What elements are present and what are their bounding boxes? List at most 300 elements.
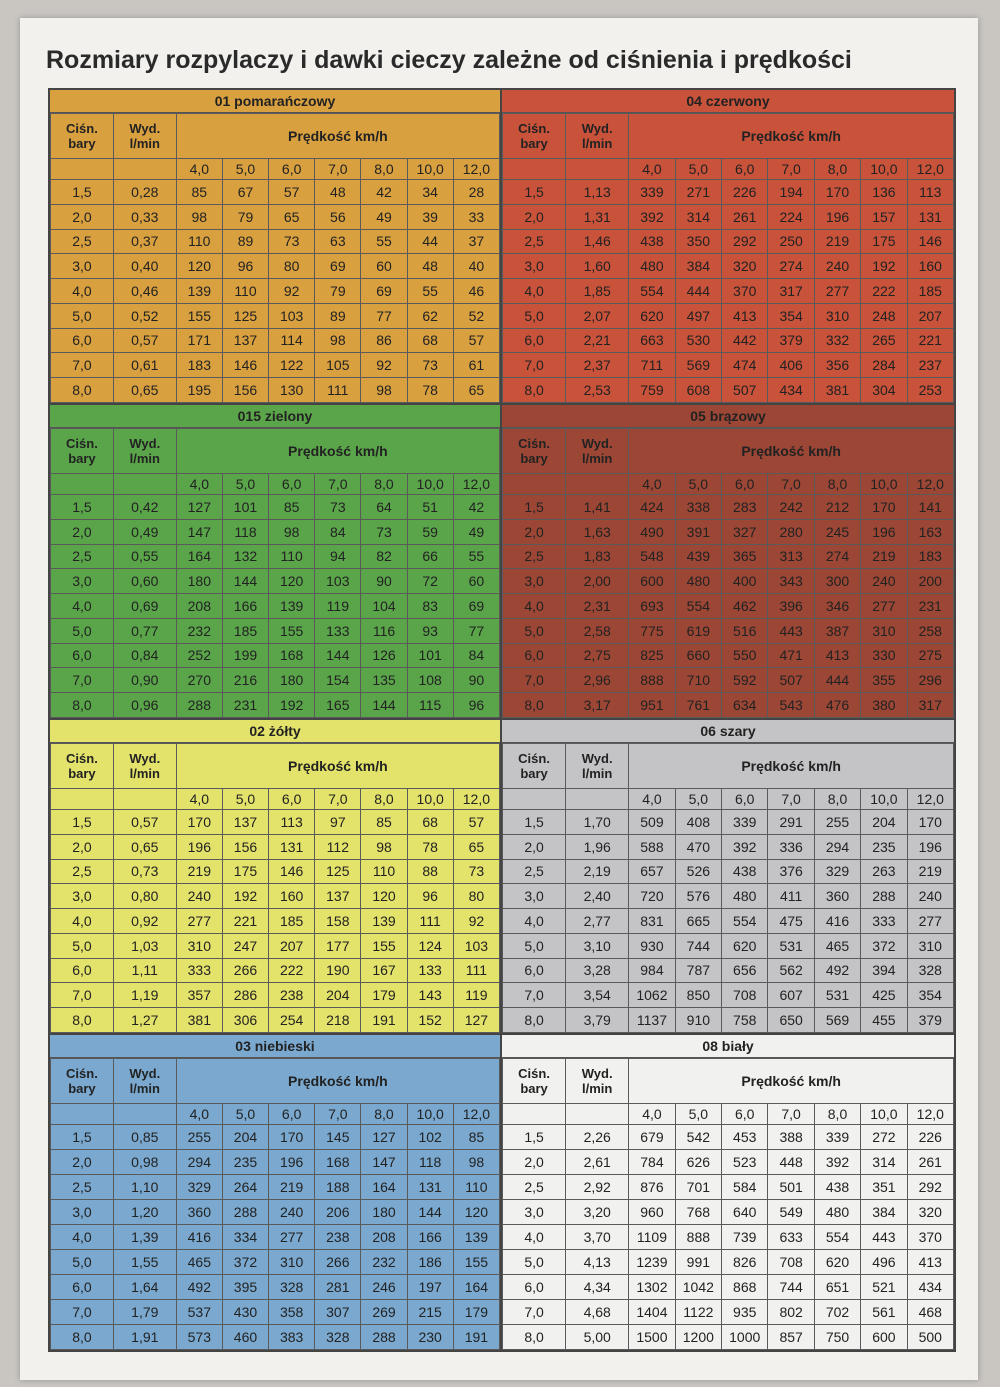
dose-cell: 439: [675, 544, 721, 569]
flow-cell: 1,03: [113, 933, 176, 958]
empty-cell: [51, 789, 114, 810]
dose-cell: 231: [222, 693, 268, 718]
dose-cell: 554: [722, 909, 768, 934]
nozzle-title: 015 zielony: [50, 405, 500, 428]
flow-cell: 0,42: [113, 495, 176, 520]
dose-cell: 118: [222, 519, 268, 544]
dose-cell: 370: [722, 279, 768, 304]
dose-cell: 85: [269, 495, 315, 520]
empty-cell: [503, 159, 566, 180]
pressure-cell: 4,0: [503, 279, 566, 304]
nozzle-table: [50, 428, 500, 718]
dose-cell: 372: [861, 933, 907, 958]
dose-cell: 240: [861, 569, 907, 594]
dose-cell: 360: [814, 884, 860, 909]
pressure-header: Ciśn. bary: [51, 744, 114, 789]
dose-cell: 139: [361, 909, 407, 934]
dose-cell: 156: [222, 834, 268, 859]
flow-cell: 0,69: [113, 594, 176, 619]
dose-cell: 657: [629, 859, 675, 884]
dose-cell: 442: [722, 328, 768, 353]
dose-cell: 320: [722, 254, 768, 279]
table-row: [503, 303, 954, 328]
dose-cell: 333: [861, 909, 907, 934]
dose-cell: 85: [453, 1125, 499, 1150]
empty-cell: [113, 474, 176, 495]
speed-value: 8,0: [361, 789, 407, 810]
speed-value: 5,0: [222, 1104, 268, 1125]
dose-cell: 165: [315, 693, 361, 718]
dose-cell: 434: [768, 378, 814, 403]
dose-cell: 42: [453, 495, 499, 520]
dose-cell: 802: [768, 1300, 814, 1325]
table-row: [51, 204, 500, 229]
dose-cell: 255: [814, 810, 860, 835]
nozzle-block-6: [502, 720, 954, 1035]
pressure-cell: 7,0: [503, 668, 566, 693]
dose-cell: 530: [675, 328, 721, 353]
flow-cell: 1,46: [566, 229, 629, 254]
dose-cell: 250: [768, 229, 814, 254]
dose-cell: 63: [315, 229, 361, 254]
dose-cell: 660: [675, 643, 721, 668]
dose-cell: 384: [861, 1200, 907, 1225]
speed-value: 7,0: [768, 474, 814, 495]
dose-cell: 787: [675, 958, 721, 983]
nozzle-title: 04 czerwony: [502, 90, 954, 113]
speed-value: 5,0: [675, 789, 721, 810]
dose-cell: 951: [629, 693, 675, 718]
dose-cell: 80: [453, 884, 499, 909]
pressure-cell: 2,0: [51, 1150, 114, 1175]
dose-cell: 392: [629, 204, 675, 229]
dose-cell: 274: [814, 544, 860, 569]
dose-cell: 526: [675, 859, 721, 884]
dose-cell: 92: [269, 279, 315, 304]
dose-cell: 135: [361, 668, 407, 693]
table-row: [51, 1325, 500, 1350]
speed-value: 12,0: [453, 1104, 499, 1125]
flow-cell: 1,96: [566, 834, 629, 859]
dose-cell: 108: [407, 668, 453, 693]
dose-cell: 56: [315, 204, 361, 229]
dose-cell: 166: [222, 594, 268, 619]
speed-value: 6,0: [269, 789, 315, 810]
paper-sheet: [20, 18, 978, 1380]
nozzle-title: 06 szary: [502, 720, 954, 743]
dose-cell: 453: [722, 1125, 768, 1150]
dose-cell: 284: [861, 353, 907, 378]
dose-cell: 548: [629, 544, 675, 569]
dose-cell: 277: [861, 594, 907, 619]
pressure-cell: 4,0: [503, 1225, 566, 1250]
dose-cell: 634: [722, 693, 768, 718]
dose-cell: 408: [675, 810, 721, 835]
dose-cell: 561: [861, 1300, 907, 1325]
table-row: [503, 544, 954, 569]
table-row: [503, 810, 954, 835]
dose-cell: 120: [269, 569, 315, 594]
flow-cell: 0,61: [113, 353, 176, 378]
dose-cell: 62: [407, 303, 453, 328]
dose-cell: 266: [315, 1250, 361, 1275]
flow-cell: 2,75: [566, 643, 629, 668]
dose-cell: 118: [407, 1150, 453, 1175]
dose-cell: 413: [814, 643, 860, 668]
flow-cell: 1,19: [113, 983, 176, 1008]
pressure-cell: 3,0: [503, 569, 566, 594]
dose-cell: 693: [629, 594, 675, 619]
dose-cell: 562: [768, 958, 814, 983]
dose-cell: 48: [315, 180, 361, 205]
dose-cell: 113: [269, 810, 315, 835]
dose-cell: 383: [269, 1325, 315, 1350]
dose-cell: 930: [629, 933, 675, 958]
dose-cell: 190: [315, 958, 361, 983]
dose-cell: 110: [269, 544, 315, 569]
pressure-cell: 4,0: [51, 594, 114, 619]
dose-cell: 139: [269, 594, 315, 619]
flow-cell: 1,41: [566, 495, 629, 520]
speed-value: 12,0: [453, 474, 499, 495]
dose-cell: 330: [861, 643, 907, 668]
dose-cell: 338: [675, 495, 721, 520]
dose-cell: 110: [361, 859, 407, 884]
speed-value: 6,0: [722, 474, 768, 495]
dose-cell: 258: [907, 618, 953, 643]
empty-cell: [566, 1104, 629, 1125]
speed-value: 4,0: [629, 789, 675, 810]
dose-cell: 82: [361, 544, 407, 569]
dose-cell: 388: [768, 1125, 814, 1150]
table-row: [503, 569, 954, 594]
dose-cell: 131: [269, 834, 315, 859]
dose-cell: 114: [269, 328, 315, 353]
table-row: [503, 1300, 954, 1325]
dose-cell: 160: [907, 254, 953, 279]
dose-cell: 179: [361, 983, 407, 1008]
pressure-cell: 4,0: [503, 909, 566, 934]
flow-cell: 2,53: [566, 378, 629, 403]
dose-cell: 314: [675, 204, 721, 229]
dose-cell: 158: [315, 909, 361, 934]
dose-cell: 384: [675, 254, 721, 279]
flow-cell: 3,70: [566, 1225, 629, 1250]
table-row: [503, 909, 954, 934]
dose-cell: 413: [722, 303, 768, 328]
pressure-cell: 8,0: [503, 378, 566, 403]
pressure-cell: 3,0: [503, 254, 566, 279]
flow-cell: 0,28: [113, 180, 176, 205]
pressure-cell: 7,0: [503, 983, 566, 1008]
dose-cell: 475: [768, 909, 814, 934]
dose-cell: 155: [453, 1250, 499, 1275]
dose-cell: 650: [768, 1008, 814, 1033]
speed-value: 8,0: [361, 1104, 407, 1125]
dose-cell: 65: [269, 204, 315, 229]
empty-cell: [566, 159, 629, 180]
dose-cell: 146: [907, 229, 953, 254]
dose-cell: 269: [361, 1300, 407, 1325]
table-row: [503, 1125, 954, 1150]
flow-cell: 1,85: [566, 279, 629, 304]
dose-cell: 120: [176, 254, 222, 279]
dose-cell: 60: [453, 569, 499, 594]
flow-cell: 1,70: [566, 810, 629, 835]
flow-cell: 0,57: [113, 810, 176, 835]
speed-value: 12,0: [453, 159, 499, 180]
table-row: [503, 353, 954, 378]
speed-value: 6,0: [269, 159, 315, 180]
dose-cell: 328: [907, 958, 953, 983]
dose-cell: 343: [768, 569, 814, 594]
dose-cell: 516: [722, 618, 768, 643]
flow-cell: 0,98: [113, 1150, 176, 1175]
dose-cell: 80: [269, 254, 315, 279]
flow-cell: 2,21: [566, 328, 629, 353]
nozzle-title: 05 brązowy: [502, 405, 954, 428]
dose-cell: 65: [453, 834, 499, 859]
dose-cell: 310: [907, 933, 953, 958]
table-row: [503, 204, 954, 229]
speed-header: Prędkość km/h: [176, 744, 499, 789]
speed-value: 6,0: [722, 159, 768, 180]
table-row: [503, 1275, 954, 1300]
dose-cell: 93: [407, 618, 453, 643]
table-row: [51, 933, 500, 958]
flow-cell: 1,20: [113, 1200, 176, 1225]
dose-cell: 272: [861, 1125, 907, 1150]
dose-cell: 294: [814, 834, 860, 859]
dose-cell: 141: [907, 495, 953, 520]
dose-cell: 831: [629, 909, 675, 934]
table-row: [51, 1125, 500, 1150]
dose-cell: 61: [453, 353, 499, 378]
speed-value: 5,0: [222, 159, 268, 180]
table-row: [51, 495, 500, 520]
dose-cell: 103: [269, 303, 315, 328]
dose-cell: 991: [675, 1250, 721, 1275]
dose-cell: 758: [722, 1008, 768, 1033]
table-row: [51, 328, 500, 353]
dose-cell: 264: [222, 1175, 268, 1200]
nozzle-block-1: [50, 90, 502, 405]
dose-cell: 126: [361, 643, 407, 668]
dose-cell: 576: [675, 884, 721, 909]
dose-cell: 584: [722, 1175, 768, 1200]
dose-cell: 294: [176, 1150, 222, 1175]
dose-cell: 69: [361, 279, 407, 304]
pressure-cell: 5,0: [51, 933, 114, 958]
dose-cell: 222: [269, 958, 315, 983]
dose-cell: 240: [814, 254, 860, 279]
table-row: [51, 229, 500, 254]
dose-cell: 42: [361, 180, 407, 205]
pressure-cell: 2,0: [51, 204, 114, 229]
dose-cell: 83: [407, 594, 453, 619]
flow-cell: 0,65: [113, 834, 176, 859]
dose-cell: 248: [861, 303, 907, 328]
flow-cell: 4,13: [566, 1250, 629, 1275]
speed-value: 4,0: [176, 159, 222, 180]
dose-cell: 438: [629, 229, 675, 254]
table-row: [51, 810, 500, 835]
dose-cell: 101: [407, 643, 453, 668]
dose-cell: 492: [176, 1275, 222, 1300]
dose-cell: 372: [222, 1250, 268, 1275]
dose-cell: 137: [222, 328, 268, 353]
speed-value: 7,0: [768, 159, 814, 180]
flow-cell: 2,40: [566, 884, 629, 909]
speed-value: 4,0: [629, 1104, 675, 1125]
dose-cell: 480: [722, 884, 768, 909]
flow-cell: 1,11: [113, 958, 176, 983]
pressure-cell: 3,0: [51, 1200, 114, 1225]
dose-cell: 1200: [675, 1325, 721, 1350]
dose-cell: 328: [269, 1275, 315, 1300]
dose-cell: 139: [453, 1225, 499, 1250]
dose-cell: 387: [814, 618, 860, 643]
dose-cell: 394: [861, 958, 907, 983]
flow-cell: 0,77: [113, 618, 176, 643]
dose-cell: 240: [907, 884, 953, 909]
speed-header: Prędkość km/h: [629, 744, 954, 789]
nozzle-block-2: [502, 90, 954, 405]
table-row: [51, 1225, 500, 1250]
dose-cell: 177: [315, 933, 361, 958]
empty-cell: [51, 474, 114, 495]
speed-value: 4,0: [629, 474, 675, 495]
dose-cell: 73: [315, 495, 361, 520]
dose-cell: 186: [407, 1250, 453, 1275]
pressure-cell: 1,5: [503, 1125, 566, 1150]
table-row: [503, 594, 954, 619]
dose-cell: 608: [675, 378, 721, 403]
dose-cell: 984: [629, 958, 675, 983]
dose-cell: 1062: [629, 983, 675, 1008]
dose-cell: 163: [907, 519, 953, 544]
dose-cell: 868: [722, 1275, 768, 1300]
speed-value: 8,0: [814, 474, 860, 495]
pressure-cell: 2,5: [503, 1175, 566, 1200]
table-row: [51, 1275, 500, 1300]
dose-cell: 253: [907, 378, 953, 403]
dose-cell: 265: [861, 328, 907, 353]
dose-cell: 180: [176, 569, 222, 594]
pressure-cell: 2,5: [51, 229, 114, 254]
flow-cell: 0,49: [113, 519, 176, 544]
dose-cell: 98: [176, 204, 222, 229]
dose-cell: 164: [453, 1275, 499, 1300]
pressure-cell: 1,5: [503, 495, 566, 520]
dose-cell: 663: [629, 328, 675, 353]
dose-cell: 180: [269, 668, 315, 693]
flow-cell: 1,39: [113, 1225, 176, 1250]
pressure-cell: 3,0: [51, 569, 114, 594]
speed-value: 8,0: [361, 474, 407, 495]
dose-cell: 651: [814, 1275, 860, 1300]
dose-cell: 98: [315, 328, 361, 353]
dose-cell: 110: [222, 279, 268, 304]
dose-cell: 263: [861, 859, 907, 884]
speed-value: 8,0: [814, 159, 860, 180]
dose-cell: 550: [722, 643, 768, 668]
pressure-cell: 6,0: [503, 643, 566, 668]
table-row: [51, 180, 500, 205]
page-title: Rozmiary rozpylaczy i dawki cieczy zależne od ciśnienia i prędkości: [46, 46, 852, 74]
dose-cell: 154: [315, 668, 361, 693]
speed-value: 6,0: [722, 789, 768, 810]
dose-cell: 750: [814, 1325, 860, 1350]
dose-cell: 304: [861, 378, 907, 403]
dose-cell: 521: [861, 1275, 907, 1300]
dose-cell: 329: [176, 1175, 222, 1200]
dose-cell: 206: [315, 1200, 361, 1225]
dose-cell: 588: [629, 834, 675, 859]
table-row: [503, 1150, 954, 1175]
dose-cell: 127: [361, 1125, 407, 1150]
dose-cell: 261: [722, 204, 768, 229]
dose-cell: 291: [768, 810, 814, 835]
dose-cell: 381: [176, 1008, 222, 1033]
dose-cell: 111: [315, 378, 361, 403]
table-row: [51, 1300, 500, 1325]
flow-cell: 0,37: [113, 229, 176, 254]
dose-cell: 183: [176, 353, 222, 378]
dose-cell: 523: [722, 1150, 768, 1175]
dose-cell: 365: [722, 544, 768, 569]
nozzle-block-5: [50, 720, 502, 1035]
pressure-cell: 2,0: [503, 1150, 566, 1175]
dose-cell: 381: [814, 378, 860, 403]
table-row: [503, 958, 954, 983]
pressure-cell: 6,0: [51, 643, 114, 668]
dose-cell: 711: [629, 353, 675, 378]
flow-cell: 1,91: [113, 1325, 176, 1350]
dose-cell: 701: [675, 1175, 721, 1200]
dose-cell: 501: [768, 1175, 814, 1200]
speed-value: 6,0: [269, 1104, 315, 1125]
table-row: [503, 495, 954, 520]
dose-cell: 77: [361, 303, 407, 328]
flow-cell: 1,13: [566, 180, 629, 205]
flow-cell: 1,83: [566, 544, 629, 569]
speed-value: 10,0: [861, 1104, 907, 1125]
dose-cell: 197: [407, 1275, 453, 1300]
dose-cell: 130: [269, 378, 315, 403]
pressure-cell: 5,0: [503, 1250, 566, 1275]
pressure-cell: 7,0: [51, 353, 114, 378]
dose-cell: 69: [315, 254, 361, 279]
dose-cell: 370: [907, 1225, 953, 1250]
dose-cell: 119: [453, 983, 499, 1008]
dose-cell: 665: [675, 909, 721, 934]
dose-cell: 73: [269, 229, 315, 254]
pressure-cell: 6,0: [503, 958, 566, 983]
dose-cell: 1122: [675, 1300, 721, 1325]
pressure-cell: 2,5: [503, 229, 566, 254]
pressure-cell: 3,0: [51, 884, 114, 909]
dose-cell: 84: [453, 643, 499, 668]
dose-cell: 317: [768, 279, 814, 304]
speed-value: 10,0: [407, 1104, 453, 1125]
pressure-header: Ciśn. bary: [503, 1059, 566, 1104]
pressure-header: Ciśn. bary: [503, 744, 566, 789]
dose-cell: 65: [453, 378, 499, 403]
dose-cell: 57: [269, 180, 315, 205]
dose-cell: 164: [361, 1175, 407, 1200]
dose-cell: 183: [907, 544, 953, 569]
